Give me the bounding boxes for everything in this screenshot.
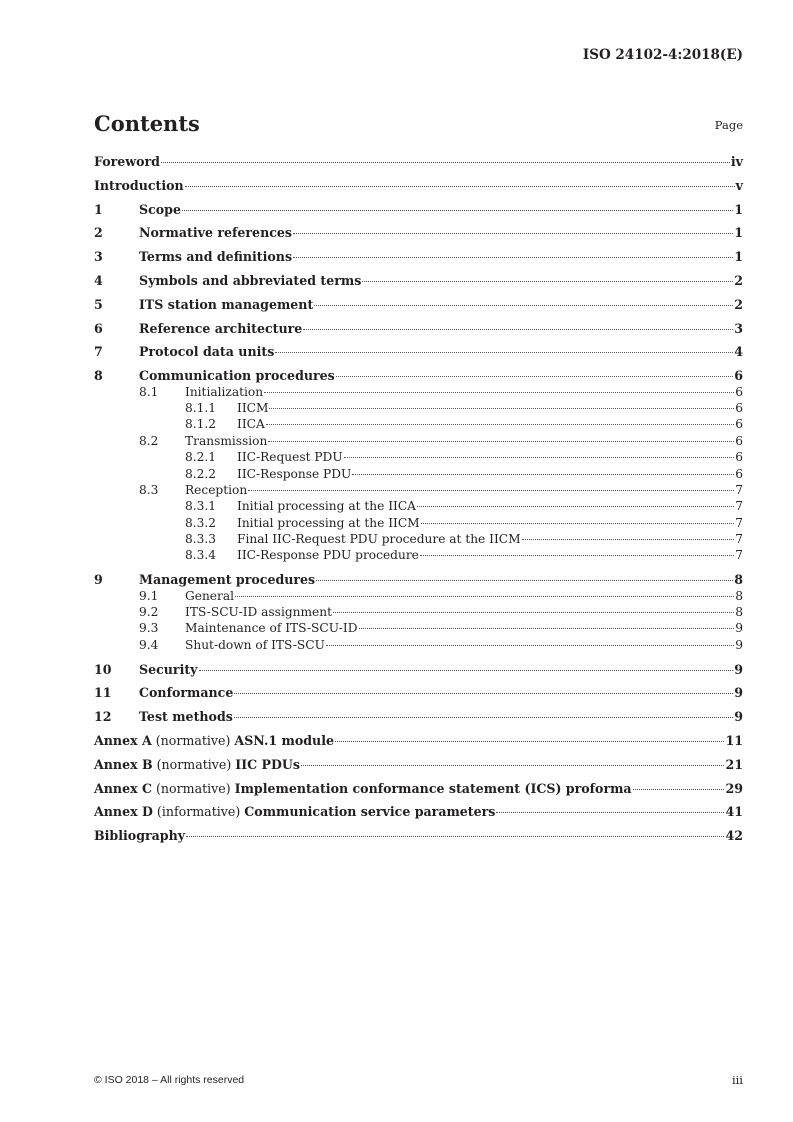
toc-entry-page: 6 (735, 384, 743, 399)
toc-entry-page: 2 (734, 272, 743, 288)
toc-entry-10[interactable] (94, 662, 743, 677)
toc-entry-8-2-2[interactable] (94, 467, 743, 482)
toc-entry-title: Reception (185, 482, 248, 497)
dot-leader (336, 376, 733, 377)
toc-entry-12[interactable] (94, 709, 743, 724)
toc-entry-title: Terms and definitions (139, 249, 293, 265)
toc-entry-number: 8.2.1 (185, 450, 217, 465)
toc-entry-number: 8.3 (139, 482, 159, 497)
toc-entry-title: Initialization (185, 384, 264, 399)
toc-entry-page: 7 (735, 482, 743, 497)
toc-entry-annex-a[interactable] (94, 733, 743, 748)
toc-entry-page: 8 (735, 605, 743, 620)
dot-leader (199, 670, 734, 671)
toc-entry-8-3-3[interactable] (94, 532, 743, 547)
toc-entry-8-3-1[interactable] (94, 499, 743, 514)
toc-entry-8-3-4[interactable] (94, 548, 743, 563)
annex-label: Annex B (94, 756, 153, 772)
copyright-notice: © ISO 2018 – All rights reserved (94, 1074, 245, 1086)
toc-entry-title: IIC-Response PDU (237, 466, 352, 481)
annex-title: Communication service parameters (244, 804, 496, 820)
toc-entry-8[interactable] (94, 368, 743, 383)
toc-entry-11[interactable] (94, 685, 743, 700)
toc-entry-page: 9 (734, 661, 743, 677)
dot-leader (359, 628, 735, 629)
dot-leader (326, 645, 734, 646)
toc-entry-title: Security (139, 661, 198, 677)
toc-entry-title: Normative references (139, 225, 293, 241)
toc-entry-8-3-2[interactable] (94, 516, 743, 531)
toc-entry-page: 29 (725, 780, 743, 796)
toc-entry-page: 6 (735, 433, 743, 448)
toc-entry-8-1[interactable] (94, 385, 743, 400)
dot-leader (333, 612, 734, 613)
annex-title: Implementation conformance statement (ICS) proforma (234, 780, 632, 796)
toc-entry-number: 6 (94, 320, 103, 336)
toc-entry-title: Initial processing at the IICA (237, 499, 416, 514)
document-identifier: ISO 24102-4:2018(E) (582, 47, 743, 63)
toc-entry-title: Transmission (185, 433, 268, 448)
toc-entry-number: 8 (94, 368, 103, 384)
toc-entry-8-1-2[interactable] (94, 417, 743, 432)
toc-entry-number: 9.2 (139, 605, 159, 620)
dot-leader (235, 596, 734, 597)
dot-leader (161, 162, 730, 163)
toc-entry-title: Scope (139, 201, 181, 217)
toc-entry-page: v (735, 177, 743, 193)
annex-status: (normative) (152, 756, 236, 772)
toc-entry-number: 7 (94, 344, 103, 360)
toc-entry-page: 7 (735, 532, 743, 547)
toc-entry-title: Symbols and abbreviated terms (139, 272, 362, 288)
toc-entry-title (94, 757, 300, 772)
toc-entry-9-4[interactable] (94, 638, 743, 653)
page-column-label: Page (714, 118, 743, 132)
annex-status: (normative) (151, 733, 235, 749)
toc-entry-title: ITS-SCU-ID assignment (185, 605, 333, 620)
dot-leader (362, 281, 733, 282)
dot-leader (522, 539, 735, 540)
dot-leader (352, 474, 734, 475)
toc-entry-page: 9 (735, 621, 743, 636)
dot-leader (264, 392, 734, 393)
dot-leader (417, 506, 734, 507)
toc-entry-title: Initial processing at the IICM (237, 515, 420, 530)
dot-leader (234, 717, 733, 718)
page-number: iii (731, 1073, 743, 1087)
dot-leader (293, 257, 733, 258)
toc-entry-number: 3 (94, 249, 103, 265)
dot-leader (316, 580, 733, 581)
toc-entry-page: 8 (735, 588, 743, 603)
toc-entry-annex-c[interactable] (94, 781, 743, 796)
dot-leader (303, 329, 733, 330)
toc-entry-page: 6 (735, 417, 743, 432)
toc-entry-number: 11 (94, 685, 112, 701)
toc-entry-title: Foreword (94, 154, 160, 169)
toc-entry-page: 2 (734, 296, 743, 312)
toc-entry-page: iv (730, 154, 743, 169)
toc-entry-number: 1 (94, 201, 103, 217)
toc-entry-page: 6 (734, 368, 743, 384)
annex-label: Annex D (94, 804, 153, 820)
toc-entry-title: General (185, 588, 234, 603)
toc-entry-page: 9 (734, 685, 743, 701)
toc-entry-number: 8.2.2 (185, 466, 217, 481)
toc-entry-title: Reference architecture (139, 320, 303, 336)
toc-entry-page: 1 (734, 201, 743, 217)
toc-entry-1[interactable] (94, 202, 743, 217)
toc-entry-page: 9 (735, 637, 743, 652)
toc-entry-5[interactable] (94, 297, 743, 312)
toc-entry-number: 8.1.2 (185, 417, 217, 432)
toc-entry-number: 8.1 (139, 384, 159, 399)
toc-entry-page: 7 (735, 548, 743, 563)
toc-entry-number: 9.1 (139, 588, 159, 603)
toc-entry-page: 6 (735, 466, 743, 481)
dot-leader (275, 352, 733, 353)
dot-leader (301, 765, 725, 766)
toc-entry-annex-d[interactable] (94, 804, 743, 819)
toc-entry-page: 7 (735, 499, 743, 514)
dot-leader (186, 836, 724, 837)
annex-status: (normative) (152, 780, 235, 796)
dot-leader (269, 408, 734, 409)
toc-entry-title (94, 804, 495, 819)
toc-entry-title: Protocol data units (139, 344, 275, 360)
toc-entry-8-3[interactable] (94, 483, 743, 498)
dot-leader (496, 812, 724, 813)
toc-entry-page: 9 (734, 709, 743, 725)
annex-title: IIC PDUs (235, 756, 300, 772)
toc-entry-page: 8 (734, 572, 743, 588)
toc-entry-title: Conformance (139, 685, 234, 701)
toc-entry-title: Shut-down of ITS-SCU (185, 637, 325, 652)
dot-leader (633, 789, 725, 790)
dot-leader (421, 523, 735, 524)
toc-entry-page: 42 (725, 828, 743, 844)
dot-leader (182, 210, 733, 211)
toc-entry-title: IIC-Response PDU procedure (237, 548, 419, 563)
dot-leader (268, 441, 734, 442)
toc-entry-page: 11 (725, 733, 743, 749)
toc-entry-3[interactable] (94, 249, 743, 264)
toc-entry-7[interactable] (94, 344, 743, 359)
toc-entry-title: Test methods (139, 709, 233, 725)
toc-entry-title: IIC-Request PDU (237, 450, 343, 465)
toc-entry-number: 8.2 (139, 433, 159, 448)
toc-entry-number: 9.4 (139, 637, 159, 652)
toc-entry-number: 2 (94, 225, 103, 241)
toc-entry-8-2-1[interactable] (94, 450, 743, 465)
dot-leader (293, 233, 733, 234)
toc-entry-title: IICA (237, 417, 265, 432)
toc-entry-number: 4 (94, 272, 103, 288)
toc-entry-9[interactable] (94, 572, 743, 587)
toc-entry-title: Communication procedures (139, 368, 335, 384)
toc-entry-number: 8.3.2 (185, 515, 217, 530)
toc-entry-page: 1 (734, 249, 743, 265)
toc-entry-9-1[interactable] (94, 589, 743, 604)
toc-entry-page: 41 (725, 804, 743, 820)
toc-entry-page: 21 (725, 756, 743, 772)
annex-label: Annex C (94, 780, 153, 796)
dot-leader (344, 457, 735, 458)
toc-entry-8-1-1[interactable] (94, 401, 743, 416)
toc-entry-title: Management procedures (139, 572, 316, 588)
toc-entry-number: 9 (94, 572, 103, 588)
toc-entry-6[interactable] (94, 321, 743, 336)
toc-entry-foreword[interactable] (94, 154, 743, 169)
toc-entry-title (94, 733, 334, 748)
toc-entry-4[interactable] (94, 273, 743, 288)
toc-entry-number: 9.3 (139, 621, 159, 636)
toc-entry-page: 1 (734, 225, 743, 241)
toc-entry-number: 8.1.1 (185, 400, 217, 415)
toc-entry-page: 6 (735, 400, 743, 415)
dot-leader (335, 741, 724, 742)
toc-entry-number: 10 (94, 661, 112, 677)
toc-entry-2[interactable] (94, 225, 743, 240)
dot-leader (420, 555, 734, 556)
toc-entry-page: 6 (735, 450, 743, 465)
annex-label: Annex A (94, 733, 152, 749)
toc-entry-title: Bibliography (94, 828, 186, 844)
toc-entry-bibliography[interactable] (94, 828, 743, 843)
annex-title: ASN.1 module (234, 733, 335, 749)
toc-entry-title (94, 781, 632, 796)
dot-leader (314, 305, 733, 306)
toc-entry-page: 4 (734, 344, 743, 360)
annex-status: (informative) (152, 804, 245, 820)
toc-entry-title: IICM (237, 400, 269, 415)
dot-leader (185, 186, 735, 187)
toc-entry-number: 8.3.4 (185, 548, 217, 563)
toc-entry-number: 5 (94, 296, 103, 312)
toc-entry-title: Maintenance of ITS-SCU-ID (185, 621, 358, 636)
toc-entry-8-2[interactable] (94, 434, 743, 449)
toc-entry-number: 8.3.1 (185, 499, 217, 514)
dot-leader (266, 424, 734, 425)
table-of-contents (94, 154, 743, 843)
toc-entry-9-3[interactable] (94, 621, 743, 636)
toc-entry-number: 12 (94, 709, 112, 725)
toc-entry-page: 7 (735, 515, 743, 530)
contents-heading: Contents (94, 111, 200, 136)
toc-entry-title: ITS station management (139, 296, 314, 312)
toc-entry-page: 3 (734, 320, 743, 336)
toc-entry-title: Final IIC-Request PDU procedure at the IICM (237, 532, 521, 547)
dot-leader (234, 693, 733, 694)
dot-leader (248, 490, 734, 491)
toc-entry-introduction[interactable] (94, 178, 743, 193)
toc-entry-9-2[interactable] (94, 605, 743, 620)
toc-entry-number: 8.3.3 (185, 532, 217, 547)
toc-entry-annex-b[interactable] (94, 757, 743, 772)
toc-entry-title: Introduction (94, 177, 184, 193)
